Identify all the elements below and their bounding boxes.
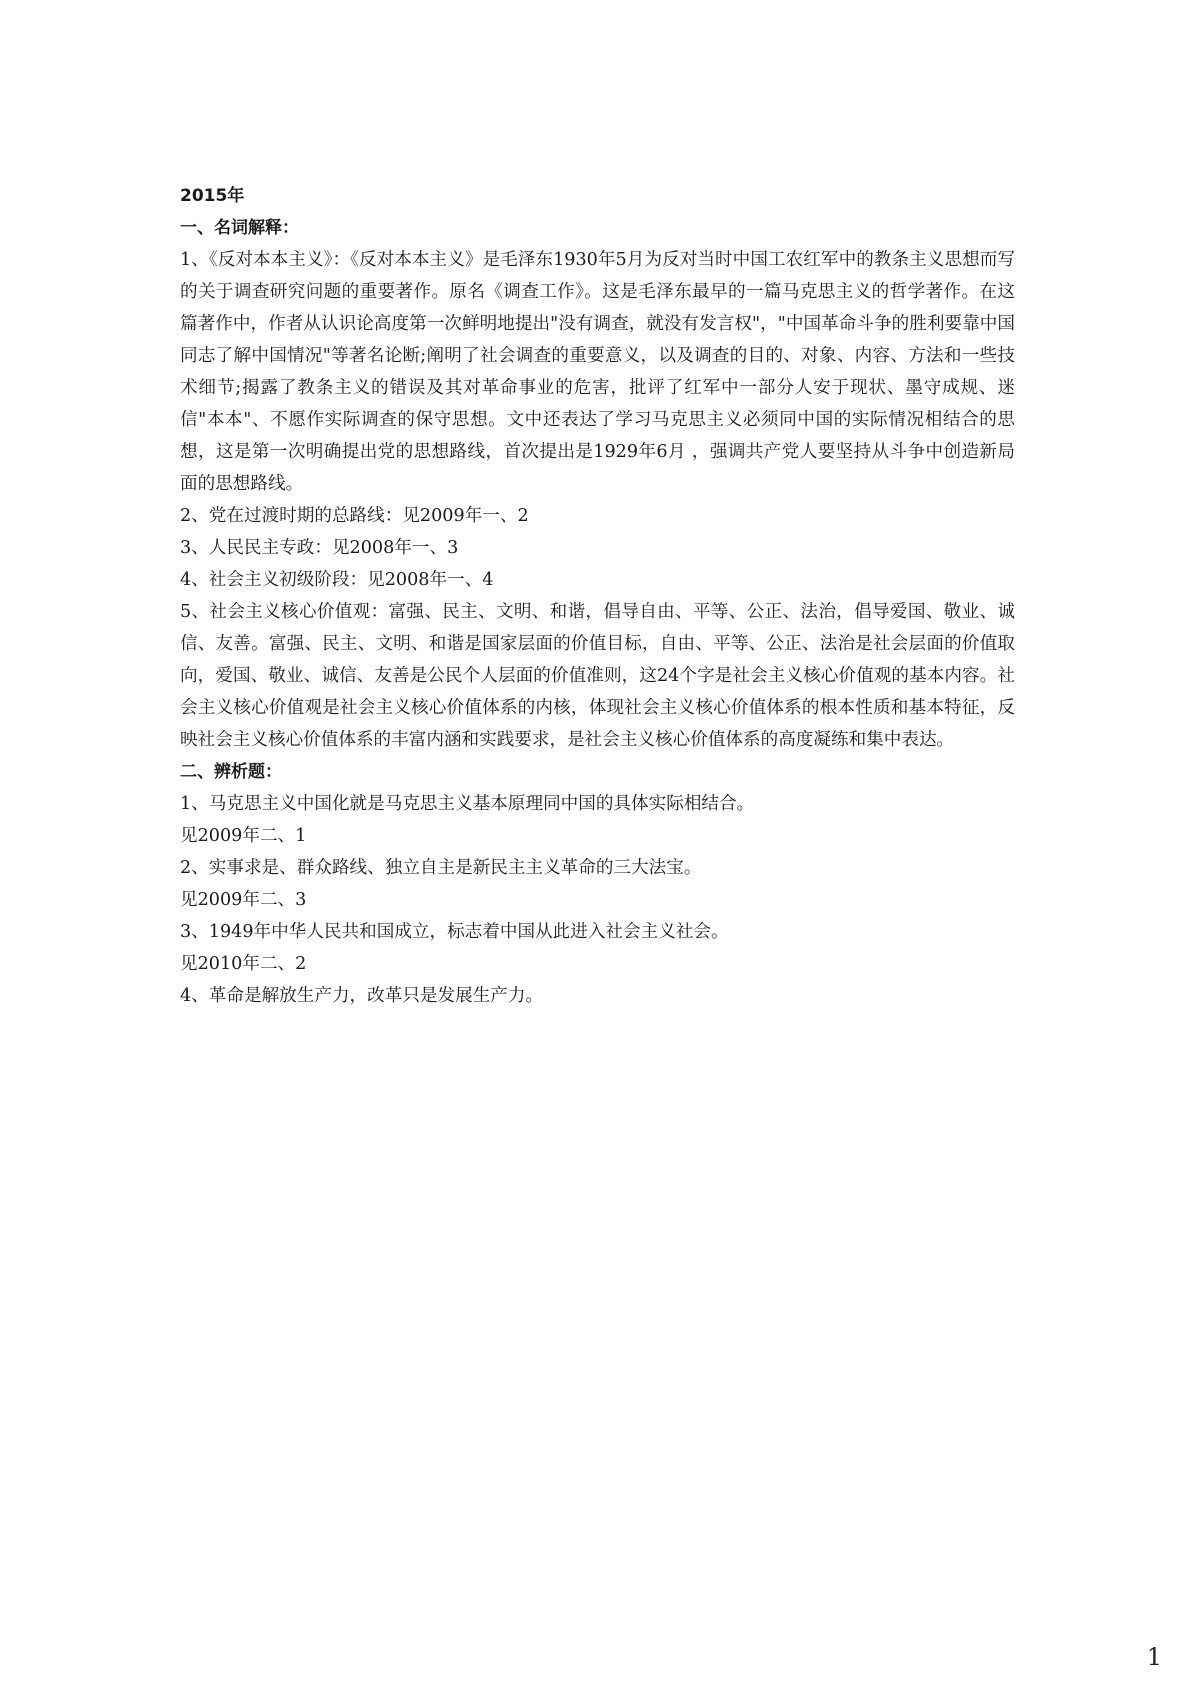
term-item-4: 4、社会主义初级阶段：见2008年一、4 — [180, 570, 494, 590]
year-heading: 2015年 — [180, 186, 245, 206]
analysis-question-2: 2、实事求是、群众路线、独立自主是新民主主义革命的三大法宝。 — [180, 858, 702, 878]
term-item-2: 2、党在过渡时期的总路线：见2009年一、2 — [180, 506, 529, 526]
analysis-reference-1: 见2009年二、1 — [180, 826, 307, 846]
page-number: 1 — [1146, 1643, 1162, 1671]
section-heading-analysis: 二、辨析题： — [180, 762, 282, 782]
analysis-question-1: 1、马克思主义中国化就是马克思主义基本原理同中国的具体实际相结合。 — [180, 794, 755, 814]
analysis-reference-2: 见2009年二、3 — [180, 890, 307, 910]
analysis-reference-3: 见2010年二、2 — [180, 954, 307, 974]
term-item-3: 3、人民民主专政：见2008年一、3 — [180, 538, 459, 558]
analysis-question-4: 4、革命是解放生产力，改革只是发展生产力。 — [180, 986, 544, 1006]
analysis-question-3: 3、1949年中华人民共和国成立，标志着中国从此进入社会主义社会。 — [180, 922, 729, 942]
term-item-1: 1、《反对本本主义》：《反对本本主义》是毛泽东1930年5月为反对当时中国工农红军中的教条主义思想而写的关于调查研究问题的重要著作。原名《调查工作》。这是毛泽东最早的一篇马克思主义的哲学著作。在这篇著作中，作者从认识论高度第一次鲜明地提出"没有调查，就没有发言权"，"中国革命斗争的胜利要靠中国同志了解中国情况"等著名论断;阐明了社会调查的重要意义，以及调查的目的、对象、内容、方法和一些技术细节;揭露了教条主义的错误及其对革命事业的危害，批评了红军中一部分人安于现状、墨守成规、迷信"本本"、不愿作实际调查的保守思想。文中还表达了学习马克思主义必须同中国的实际情况相结合的思想，这是第一次明确提出党的思想路线，首次提出是1929年6月 ，强调共产党人要坚持从斗争中创造新局面的思想路线。 — [180, 250, 1015, 494]
page-content — [180, 180, 1015, 1012]
section-heading-term-explanation: 一、名词解释： — [180, 218, 299, 238]
term-item-5: 5、社会主义核心价值观：富强、民主、文明、和谐，倡导自由、平等、公正、法治，倡导爱国、敬业、诚信、友善。富强、民主、文明、和谐是国家层面的价值目标，自由、平等、公正、法治是社会层面的价值取向，爱国、敬业、诚信、友善是公民个人层面的价值准则，这24个字是社会主义核心价值观的基本内容。社会主义核心价值观是社会主义核心价值体系的内核，体现社会主义核心价值体系的根本性质和基本特征，反映社会主义核心价值体系的丰富内涵和实践要求，是社会主义核心价值体系的高度凝练和集中表达。 — [180, 602, 1015, 750]
